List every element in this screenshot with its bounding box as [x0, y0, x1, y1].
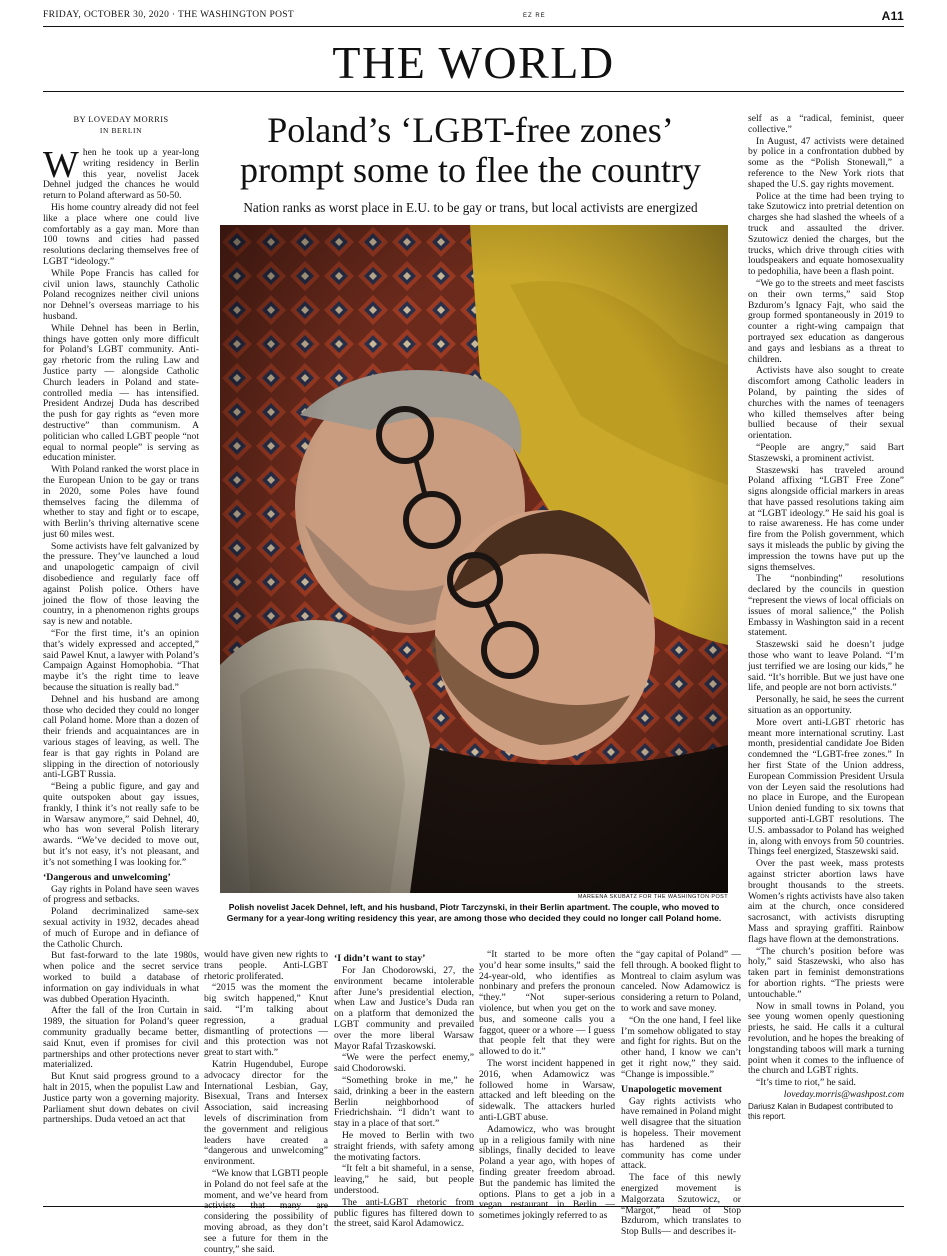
byline	[43, 114, 199, 136]
paragraph: “Something broke in me,” he said, drinking a beer in the eastern Berlin neighborhood of Friedrichshain. “I didn’t want to stay in a place of that sort.”	[334, 1074, 474, 1130]
paragraph: Some activists have felt galvanized by the pressure. They’ve launched a loud and unapologetic campaign of civil disobedience and regularly face off against Polish police. Others have joined the flow of those leaving the country, in a phenomenon rights groups say is new and notable.	[43, 540, 199, 628]
paragraph: He moved to Berlin with two straight friends, with safety among the motivating factors.	[334, 1129, 474, 1163]
paragraph: “It’s time to riot,” he said.	[756, 1077, 856, 1089]
paragraph: Police at the time had been trying to take Szutowicz into pretrial detention on charges she had slashed the wheels of a truck and assaulted the driver. Szutowicz denied the charges, but the trucks, which drive through cities with loudspeakers and equate homosexuality to pedophilia, have been a flash point.	[748, 190, 904, 278]
paragraph: self as a “radical, feminist, queer collective.”	[748, 113, 904, 135]
paragraph: Now in small towns in Poland, you see young women openly questioning priests, he said. He calls it a cultural revolution, and he hopes the breaking of longstanding taboos will mark a turning point when it comes to the influence of the church and LGBT rights.	[748, 1000, 904, 1077]
subhead: Unapologetic movement	[621, 1083, 722, 1095]
paragraph: His home country already did not feel like a place where one could live comfortably as a gay man. More than 100 towns and cities had passed resolutions declaring themselves free of LGBT “ideology.”	[43, 201, 199, 267]
paragraph: Personally, he said, he sees the current situation as an opportunity.	[748, 694, 904, 717]
paragraph: With Poland ranked the worst place in the European Union to be gay or trans in 2020, some Poles have found themselves facing the dilemma of whether to stay and fight or to escape, with Berlin’s thriving alternative scene just 60 miles west.	[43, 464, 199, 540]
folio-edition: EZ RE	[523, 13, 546, 19]
paragraph: the “gay capital of Poland” — fell through. A booked flight to Montreal to claim asylum was canceled. Now Adamowicz is considering a return to Poland, to work and save money.	[621, 949, 741, 1014]
couple-portrait-image	[220, 225, 728, 893]
subhead: ‘Dangerous and unwelcoming’	[43, 871, 171, 883]
paragraph: Staszewski has traveled around Poland affixing “LGBT Free Zone” signs alongside official markers in areas that have passed resolutions taking aim at “LGBT ideology.” He said his goal is to raise awareness. He has come under fire from the Polish government, which says it misleads the public by giving the impression the towns have put up the signs themselves.	[748, 464, 904, 573]
lede-paragraph: When he took up a year-long writing residency in Berlin this year, novelist Jacek Dehnel judged the chances he would return to Poland afterward as 50-50.	[43, 144, 199, 202]
paragraph: While Dehnel has been in Berlin, things have gotten only more difficult for Poland’s LGBT community. Anti-gay rhetoric from the ruling Law and Justice party — alongside Catholic Church leaders in Poland and state-controlled media — has intensified. President Andrzej Duda has described the push for gay rights as “even more destructive” than communism. A politician who called LGBT people “not equal to normal people” is serving as education minister.	[43, 322, 199, 464]
paragraph: Adamowicz, who was brought up in a religious family with nine siblings, finally decided to leave Poland a year ago, with hopes of finding greater freedom abroad. But the pandemic has limited the options. Plans to get a job in a vegan restaurant in Berlin — sometimes jokingly referred to as	[479, 1123, 615, 1222]
photo-credit: MAREENA SKUBATZ FOR THE WASHINGTON POST	[577, 894, 728, 900]
article-photo	[220, 225, 728, 893]
page-number: A11	[881, 9, 904, 23]
paragraph: “It felt a bit shameful, in a sense, leaving,” he said, but people understood.	[334, 1163, 474, 1196]
bottom-rule	[43, 1206, 904, 1207]
deck: Nation ranks as worst place in E.U. to be gay or trans, but local activists are energized	[243, 200, 698, 215]
byline-name: BY LOVEDAY MORRIS	[73, 114, 169, 124]
column-6	[748, 114, 904, 1123]
paragraph: While Pope Francis has called for civil union laws, staunchly Catholic Poland recognizes neither civil unions nor Dehnel’s overseas marriage to his husband.	[43, 267, 199, 322]
paragraph: “We know that LGBTI people in Poland do not feel safe at the moment, and we’ve heard from activists that many are considering the possibility of moving abroad, as they don’t see a future for them in the country,” she said.	[204, 1167, 328, 1255]
column-4	[479, 950, 615, 1223]
paragraph: “The church’s position before was holy,” said Staszewski, who also has taken part in feminist demonstrations for abortion rights. “The priests were untouchable.”	[748, 945, 904, 1000]
paragraph: The worst incident happened in 2016, when Adamowicz was followed home in Warsaw, attacked and left bleeding on the sidewalk. The attackers hurled anti-LGBT abuse.	[479, 1057, 615, 1123]
paragraph: The “nonbinding” resolutions declared by the councils in question “represent the views of local officials on issues of moral salience,” the Polish Embassy in Washington said in a recent statement.	[748, 573, 904, 639]
headline: Poland’s ‘LGBT-free zones’ prompt some to flee the country	[240, 110, 701, 190]
drop-cap: W	[43, 144, 79, 186]
dateline: IN BERLIN	[99, 126, 143, 135]
column-1	[43, 114, 199, 1127]
paragraph: “For the first time, it’s an opinion that’s widely expressed and accepted,” said Pawel Knut, a lawyer with Poland’s Campaign Against Homophobia. “That maybe it’s the right time to leave because the situation is really bad.”	[43, 628, 199, 694]
paragraph: “People are angry,” said Bart Staszewski, a prominent activist.	[748, 441, 904, 464]
column-2	[204, 950, 328, 1256]
paragraph: “2015 was the moment the big switch happened,” Knut said. “I’m talking about regression, a gradual dismantling of protections — and this protection was not great to start with.”	[204, 982, 328, 1059]
column-3	[334, 950, 474, 1231]
paragraph: “We were the perfect enemy,” said Chodorowski.	[334, 1052, 474, 1075]
folio	[43, 10, 904, 24]
paragraph: After the fall of the Iron Curtain in 1989, the situation for Poland’s queer community gradually became better, said Knut, even if promises for civil partnerships and other protections never materialized.	[43, 1005, 199, 1071]
paragraph: But Knut said progress ground to a halt in 2015, when the populist Law and Justice party won a governing majority. Parliament shut down debates on civil partnerships. Duda vetoed an act that	[43, 1071, 199, 1126]
paragraph: More overt anti-LGBT rhetoric has meant more international scrutiny. Last month, presidential candidate Joe Biden condemned the “LGBT-free zones.” In her first State of the Union address, European Commission President Ursula von der Leyen said the resolutions had no place in Europe, and the European Union denied funding to six towns that supported anti-LGBT resolutions. The U.S. ambassador to Poland has weighed in, along with envoys from 50 countries. Things feel energized, Staszewski said.	[748, 716, 904, 858]
top-rule	[43, 26, 904, 27]
paragraph: Poland decriminalized same-sex sexual activity in 1932, decades ahead of much of Europe and in defiance of the Catholic Church.	[43, 906, 199, 950]
section-title: THE WORLD	[332, 37, 615, 88]
paragraph: Staszewski said he doesn’t judge those who want to leave Poland. “I’m just terrified we are losing our kids,” he said. “It’s horrible. But we just have one life, and people are not born activists.”	[748, 639, 904, 694]
paragraph: But fast-forward to the late 1980s, when police and the secret service worked to build a database of information on gay individuals in what was dubbed Operation Hyacinth.	[43, 950, 199, 1005]
paragraph: Katrin Hugendubel, Europe advocacy director for the International Lesbian, Gay, Bisexual, Trans and Intersex Association, said increasing levels of discrimination from the government and religious leaders have created a “dangerous and unwelcoming” environment.	[204, 1058, 328, 1168]
paragraph: “It started to be more often you’d hear some insults,” said the 24-year-old, who identifies as nonbinary and prefers the pronoun “they.” “Not super-serious violence, but when you get on the bus, and someone calls you a faggot, queer or a whore — I guess that people felt that they were allowed to do it.”	[479, 949, 615, 1058]
paragraph: would have given new rights to trans people. Anti-LGBT rhetoric proliferated.	[204, 949, 328, 982]
subhead: ‘I didn’t want to stay’	[334, 953, 426, 964]
paragraph: “On the one hand, I feel like I’m somehow obligated to stay and fight for rights. But on the other hand, I know we can’t get it right now,” they said. “Change is impossible.”	[621, 1014, 741, 1080]
contributor-note: Dariusz Kalan in Budapest contributed to this report.	[748, 1101, 893, 1121]
paragraph: Gay rights activists who have remained in Poland might well disagree that the situation is hopeless. Their movement has hardened as their community has come under attack.	[621, 1095, 741, 1172]
paragraph: Over the past week, mass protests against stricter abortion laws have brought thousands to the streets. Women’s rights activists have also taken aim at the church, once considered sacrosanct, with activists disrupting Mass and spraying graffiti. Rainbow flags have flown at the demonstrations.	[748, 858, 904, 945]
paragraph: For Jan Chodorowski, 27, the environment became intolerable after June’s presidential election, when Law and Justice’s Duda ran on a platform that demonized the LGBT community and prevailed over the more liberal Warsaw Mayor Rafal Trzaskowski.	[334, 965, 474, 1052]
paragraph: The anti-LGBT rhetoric from public figures has filtered down to the street, said Karol Adamowicz.	[334, 1196, 474, 1230]
paragraph: Activists have also sought to create discomfort among Catholic leaders in Poland, by painting the sides of churches with the names of teenagers who killed themselves after being bullied because of their sexual orientation.	[748, 365, 904, 442]
column-5	[621, 950, 741, 1239]
section-rule	[43, 91, 904, 92]
paragraph: Gay rights in Poland have seen waves of progress and setbacks.	[43, 883, 199, 906]
author-email: loveday.morris@washpost.com	[783, 1088, 904, 1100]
folio-date: FRIDAY, OCTOBER 30, 2020 · THE WASHINGTON POST	[43, 10, 295, 20]
paragraph: The face of this newly energized movement is Malgorzata Szutowicz, or “Margot,” head of Stop Bzdurom, which translates to Stop Bulls— and describes it-	[621, 1172, 741, 1238]
photo-caption: Polish novelist Jacek Dehnel, left, and his husband, Piotr Tarczynski, in their Berlin apartment. The couple, who moved to Germany for a year-long writing residency this year, are among those who decided they could no longer call Poland home.	[226, 902, 722, 923]
paragraph: Dehnel and his husband are among those who decided they could no longer call Poland home. More than a dozen of their friends and acquaintances are in various stages of leaving, as well. The fear is that gay rights in Poland are slipping in the direction of notoriously anti-LGBT Russia.	[43, 693, 199, 781]
paragraph: “Being a public figure, and gay and quite outspoken about gay issues, frankly, I think it’s not really safe to be in Warsaw anymore,” said Dehnel, 40, who has won several Polish literary awards. “We’ve decided to move out, but it’s not easy, it’s not pleasant, and it’s not something I was looking for.”	[43, 781, 199, 868]
paragraph: In August, 47 activists were detained by police in a confrontation dubbed by some as the “Polish Stonewall,” a reference to the New York riots that shaped the U.S. gay rights movement.	[748, 135, 904, 190]
paragraph: “We go to the streets and meet fascists on their own terms,” said Stop Bzdurom’s Ignacy Fajt, who said the group formed spontaneously in 2019 to counter a right-wing campaign that portrayed sex education as dangerous and gays and lesbians as a threat to children.	[748, 277, 904, 365]
